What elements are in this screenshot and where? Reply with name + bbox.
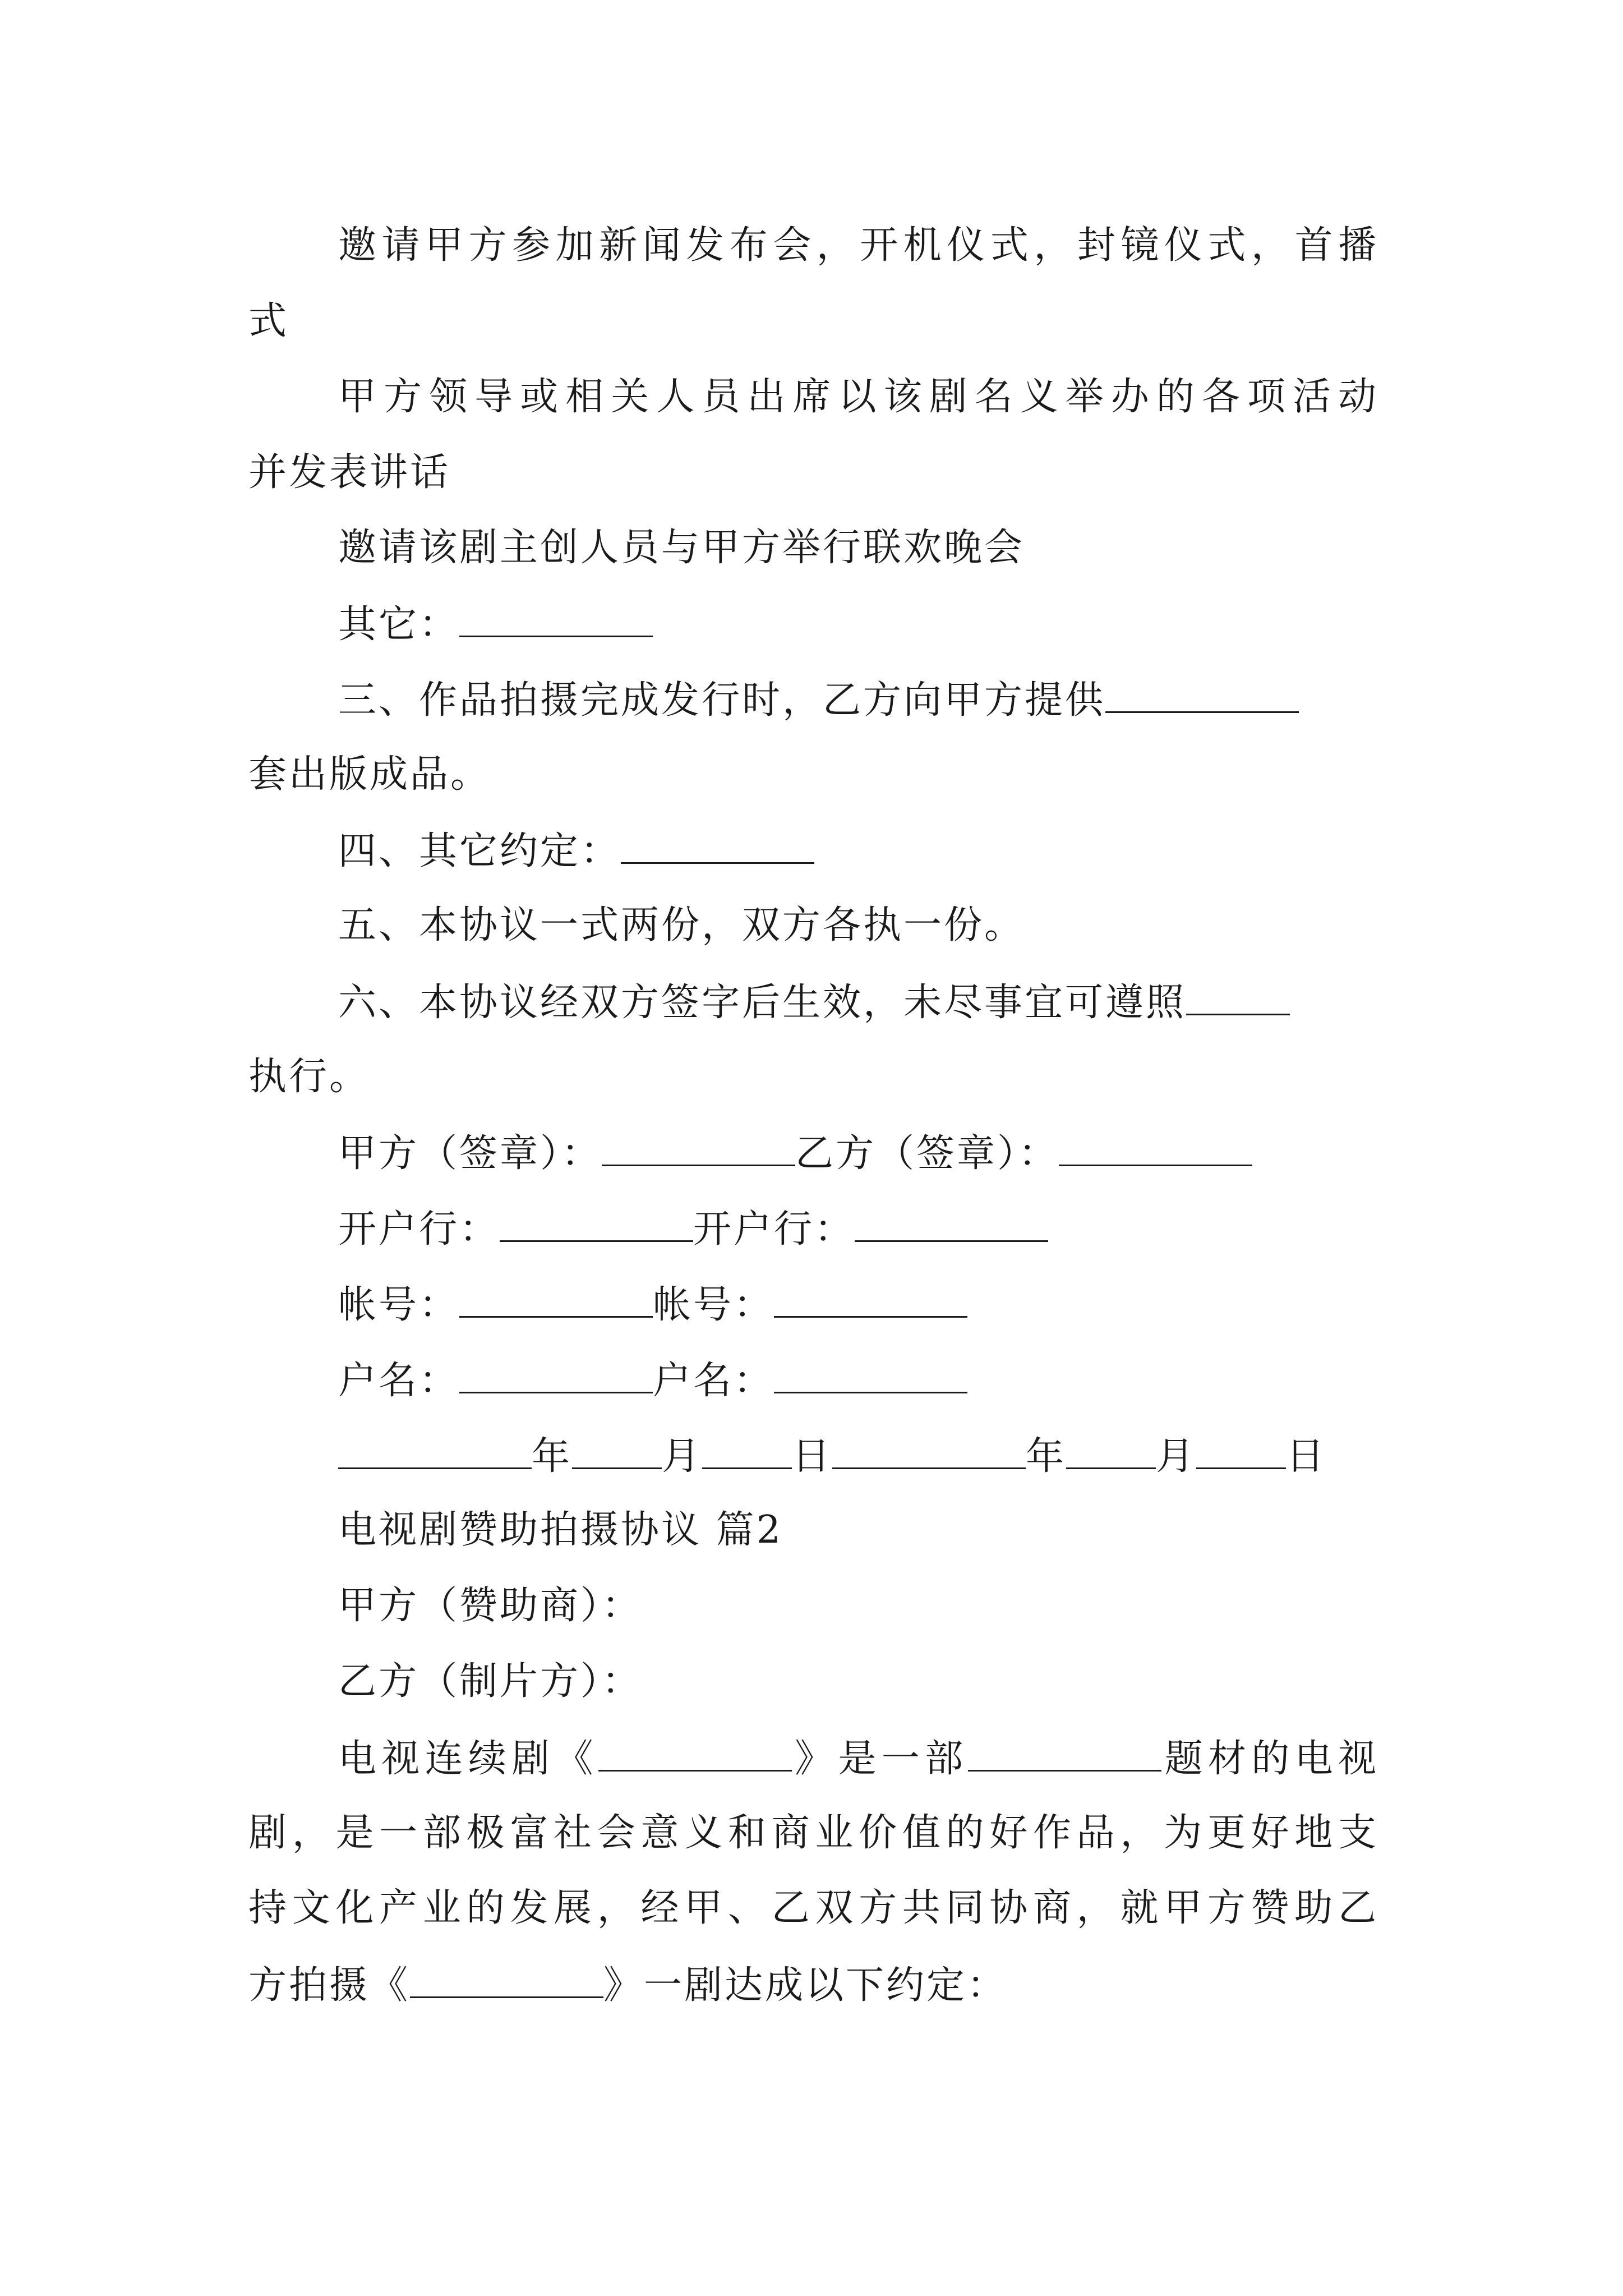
text-invite-gala: 邀请该剧主创人员与甲方举行联欢晚会 bbox=[338, 526, 1025, 570]
paragraph-line bbox=[248, 1962, 1007, 2007]
blank-year-b bbox=[832, 1433, 1026, 1469]
paragraph-line bbox=[338, 223, 1378, 268]
label-month: 月 bbox=[1156, 1434, 1197, 1479]
text-continuation: 并发表讲话 bbox=[248, 450, 451, 495]
paragraph-line bbox=[338, 827, 814, 872]
text-is-a: 》是一部 bbox=[791, 1737, 969, 1781]
label-party-a-sponsor: 甲方（赞助商）： bbox=[338, 1584, 643, 1628]
blank-field bbox=[855, 1205, 1048, 1242]
account-name-line bbox=[338, 1357, 967, 1402]
text-tv-series: 电视连续剧《 bbox=[338, 1737, 598, 1781]
label-year: 年 bbox=[532, 1434, 573, 1479]
label-bank-a: 开户行： bbox=[338, 1207, 500, 1251]
blank-day-b bbox=[1196, 1433, 1286, 1469]
blank-field bbox=[621, 827, 814, 864]
label-other: 其它： bbox=[338, 602, 460, 647]
blank-month-a bbox=[572, 1433, 662, 1469]
label-day: 日 bbox=[792, 1434, 833, 1479]
text-continuation: 执行。 bbox=[248, 1055, 370, 1099]
blank-field bbox=[410, 1962, 603, 1998]
paragraph-line bbox=[248, 450, 450, 495]
label-account-a: 帐号： bbox=[338, 1283, 460, 1327]
text-continuation: 套出版成品。 bbox=[248, 752, 491, 797]
label-party-a-seal: 甲方（签章）： bbox=[338, 1131, 602, 1176]
text-paragraph-body: 剧，是一部极富社会意义和商业价值的好作品，为更好地支 bbox=[248, 1811, 1378, 1855]
paragraph-line bbox=[248, 752, 491, 797]
account-line bbox=[338, 1281, 967, 1326]
label-account-name-b: 户名： bbox=[653, 1359, 774, 1403]
text-filming: 方拍摄《 bbox=[248, 1963, 411, 2008]
label-party-b-producer: 乙方（制片方）： bbox=[338, 1659, 643, 1704]
text-invite-press-conference: 邀请甲方参加新闻发布会，开机仪式，封镜仪式，首播 bbox=[338, 223, 1378, 268]
paragraph-line bbox=[338, 1735, 1378, 1780]
paragraph-line bbox=[338, 526, 1025, 570]
paragraph-line bbox=[338, 375, 1378, 420]
text-clause-three: 三、作品拍摄完成发行时，乙方向甲方提供 bbox=[338, 678, 1106, 723]
text-agreement-reached: 》一剧达成以下约定： bbox=[603, 1963, 1008, 2008]
text-leaders-attend: 甲方领导或相关人员出席以该剧名义举办的各项活动 bbox=[338, 375, 1378, 419]
text-clause-four: 四、其它约定： bbox=[338, 829, 621, 873]
text-genre: 题材的电视 bbox=[1161, 1737, 1378, 1781]
blank-field bbox=[1059, 1130, 1252, 1166]
blank-field bbox=[1105, 677, 1299, 713]
label-account-b: 帐号： bbox=[653, 1283, 774, 1327]
label-month: 月 bbox=[662, 1434, 703, 1479]
blank-field bbox=[1186, 979, 1290, 1015]
paragraph-line bbox=[248, 1811, 1378, 1856]
signature-line bbox=[338, 1130, 1252, 1175]
paragraph-line bbox=[338, 903, 1025, 948]
blank-field bbox=[598, 1735, 792, 1772]
label-year: 年 bbox=[1026, 1434, 1067, 1479]
text-clause-six: 六、本协议经双方签字后生效，未尽事宜可遵照 bbox=[338, 981, 1187, 1025]
bank-line bbox=[338, 1205, 1048, 1250]
blank-field bbox=[500, 1205, 693, 1242]
blank-field bbox=[774, 1357, 967, 1393]
party-line bbox=[338, 1659, 642, 1704]
blank-field bbox=[459, 1357, 653, 1393]
blank-field bbox=[602, 1130, 795, 1166]
paragraph-line bbox=[248, 1055, 370, 1099]
blank-field bbox=[459, 601, 653, 637]
paragraph-line bbox=[338, 979, 1290, 1024]
date-line bbox=[338, 1433, 1326, 1478]
section-heading bbox=[338, 1508, 783, 1553]
party-line bbox=[338, 1584, 642, 1628]
heading-agreement-part-2: 电视剧赞助拍摄协议 篇2 bbox=[338, 1508, 783, 1552]
label-account-name-a: 户名： bbox=[338, 1359, 460, 1403]
blank-field bbox=[774, 1281, 967, 1318]
text-clause-five: 五、本协议一式两份，双方各执一份。 bbox=[338, 903, 1025, 947]
paragraph-line bbox=[248, 299, 289, 344]
paragraph-line bbox=[338, 677, 1299, 721]
label-bank-b: 开户行： bbox=[693, 1207, 855, 1251]
blank-year-a bbox=[338, 1433, 532, 1469]
label-day: 日 bbox=[1286, 1434, 1327, 1479]
blank-month-b bbox=[1066, 1433, 1156, 1469]
label-party-b-seal: 乙方（签章）： bbox=[795, 1131, 1059, 1176]
text-continuation: 式 bbox=[248, 299, 289, 343]
blank-field bbox=[968, 1735, 1161, 1772]
blank-field bbox=[459, 1281, 653, 1318]
text-paragraph-body: 持文化产业的发展，经甲、乙双方共同协商，就甲方赞助乙 bbox=[248, 1886, 1378, 1930]
paragraph-line bbox=[338, 601, 653, 646]
blank-day-a bbox=[702, 1433, 792, 1469]
paragraph-line bbox=[248, 1886, 1378, 1931]
